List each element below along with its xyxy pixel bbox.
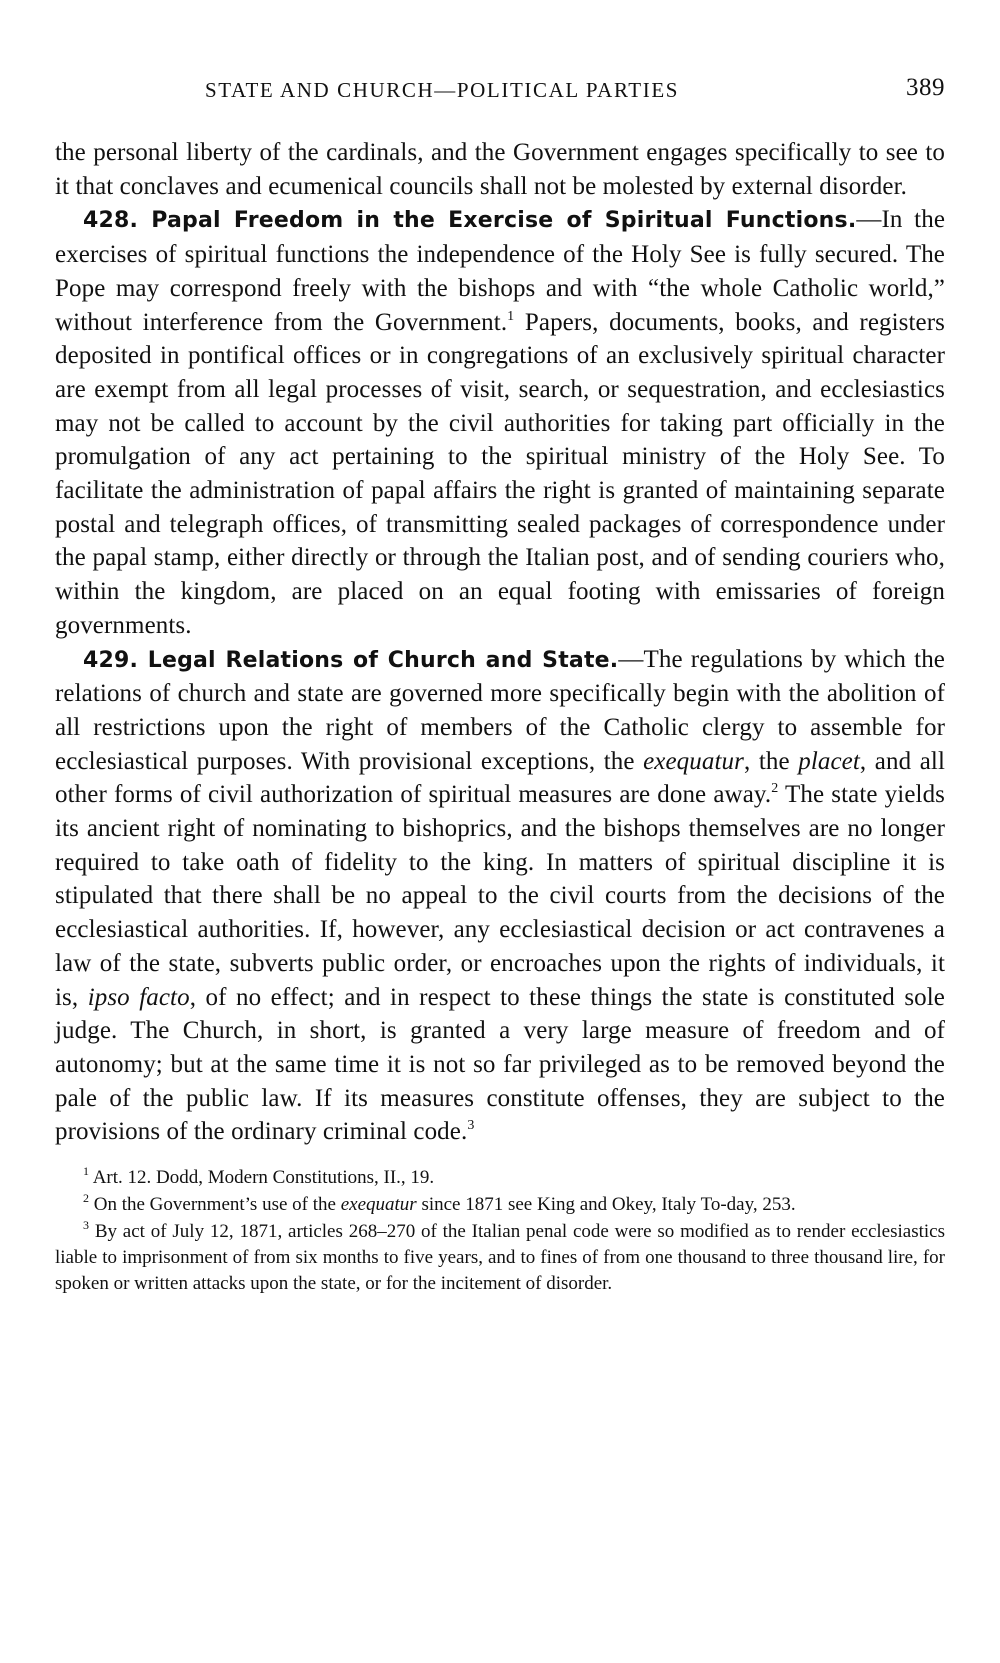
footnote-3 [55, 1219, 945, 1297]
paragraph-section-429 [55, 643, 945, 1150]
footnote-2 [55, 1192, 945, 1218]
footnote-text: On the Government’s use of the [89, 1194, 341, 1216]
footnote-mark: 2 [83, 1191, 89, 1206]
paragraph-text: , the [743, 747, 799, 775]
paragraph-continuation [55, 136, 945, 203]
section-heading-428: 428. Papal Freedom in the Exercise of Spiritual Functions. [83, 208, 857, 234]
paragraph-text: the personal liberty of the cardinals, and the Government engages specifically to see to it that conclaves and ecumenical councils shall not be molested by external disorder. [55, 139, 945, 200]
footnotes [55, 1165, 945, 1297]
footnote-ref-3: 3 [467, 1118, 475, 1134]
footnote-mark: 3 [83, 1218, 89, 1233]
body-text [55, 136, 945, 1149]
running-head [55, 70, 945, 110]
book-page [55, 70, 945, 1298]
footnote-mark: 1 [83, 1164, 89, 1179]
footnote-text: since 1871 see King and Okey, Italy To-day, 253. [416, 1194, 796, 1216]
section-heading-429: 429. Legal Relations of Church and State. [83, 647, 619, 673]
page-number: 389 [906, 74, 945, 101]
running-title: STATE AND CHURCH—POLITICAL PARTIES [205, 78, 680, 102]
paragraph-text: , of no effect; and in respect to these things the state is constituted sole judge. The Church, in short, is granted a very large measure of freedom and of autonomy; but at the same time it is not so far privileged as to be removed beyond the pale of the public law. If its measures constitute offenses, they are subject to the provisions of the ordinary criminal code. [55, 983, 946, 1146]
paragraph-text: Papers, documents, books, and registers deposited in pontifical offices or in congregations of an exclusively spiritual character are exempt from all legal processes of visit, search, or sequestration, and ecclesiastics may not be called to account by the civil authorities for taking part officially in the promulgation of any act pertaining to the spiritual ministry of the Holy See. To facilitate the administration of papal affairs the right is granted of maintaining separate postal and telegraph offices, of transmitting sealed packages of correspondence under the papal stamp, either directly or through the Italian post, and of sending couriers who, within the kingdom, are placed on an equal footing with emissaries of foreign governments. [55, 308, 945, 639]
footnote-1 [55, 1165, 945, 1191]
footnote-ref-1: 1 [507, 308, 515, 324]
paragraph-text: The regulations by which the relations of church and state are governed more specifically begin with the abolition of all restrictions upon the right of members of the Catholic clergy to assemble for ecclesiastical purposes. With provisional exceptions, the [55, 645, 945, 775]
paragraph-text: , and all other forms of civil authorization of spiritual measures are done away. [55, 747, 945, 809]
italic-term: placet [798, 747, 860, 775]
em-dash: — [618, 645, 644, 673]
em-dash: — [856, 206, 882, 234]
paragraph-section-428 [55, 203, 945, 642]
paragraph-text: The state yields its ancient right of nominating to bishoprics, and the bishops themselves are no longer required to take oath of fidelity to the king. In matters of spiritual discipline it is stipulated that there shall be no appeal to the civil courts from the decisions of the ecclesiastical authorities. If, however, any ecclesiastical decision or act contravenes a law of the state, subverts public order, or encroaches upon the rights of individuals, it is, [55, 781, 945, 1011]
footnote-ref-2: 2 [771, 781, 779, 797]
italic-term: ipso facto [87, 983, 190, 1011]
paragraph-text: In the exercises of spiritual functions the independence of the Holy See is fully secured. The Pope may correspond freely with the bishops and with “the whole Catholic world,” without interference from the Government. [55, 206, 946, 336]
footnote-text: By act of July 12, 1871, articles 268–270 of the Italian penal code were so modified as to render ecclesiastics liable to imprisonment of from six months to five years, and to fines of from one thousand to three thousand lire, for spoken or written attacks upon the state, or for the incitement of disorder. [55, 1221, 945, 1295]
italic-term: exequatur [643, 747, 744, 775]
italic-term: exequatur [340, 1194, 417, 1216]
footnote-text: Art. 12. Dodd, Modern Constitutions, II., 19. [89, 1167, 435, 1189]
